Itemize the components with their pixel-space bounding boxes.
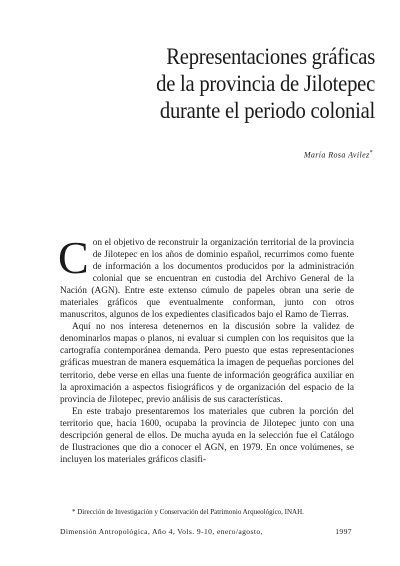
drop-cap: C bbox=[58, 232, 89, 283]
publication-year: 1997 bbox=[335, 527, 352, 536]
paragraph-1 bbox=[58, 232, 354, 321]
author-name: María Rosa Avilez bbox=[303, 150, 370, 160]
title-line-3: durante el periodo colonial bbox=[159, 98, 375, 124]
paragraph-2: Aquí no nos interesa detenernos en la discusión sobre la validez de denominarlos mapas o planos, ni evaluar si cumplen con los requisitos que la cartografía contemporánea demanda. Pero puesto que estas representaciones gráficas muestran de manera esquemática la imagen de pequeñas porciones del territorio, debe verse en ellas una fuente de información geográfica auxiliar en la aproximación a aspectos fisiográficos y de organización del espacio de la provincia de Jilotepec, previo análisis de sus características. bbox=[60, 322, 354, 405]
journal-citation: Dimensión Antropológica, Año 4, Vols. 9-10, enero/agosto, bbox=[60, 527, 263, 536]
author-line bbox=[304, 150, 373, 160]
author-footnote-mark: * bbox=[369, 150, 373, 156]
running-footer bbox=[60, 527, 352, 536]
article-title bbox=[93, 44, 375, 125]
footnote: * Dirección de Investigación y Conservación del Patrimonio Arqueológico, INAH. bbox=[72, 508, 304, 516]
title-line-1: Representaciones gráficas bbox=[166, 44, 375, 70]
paragraph-1-text: on el objetivo de reconstruir la organización territorial de la provincia de Jilotepec en los años de dominio español, recurrimos como fuente de información a los documentos producidos por la administración colonial que se encuentran en custodia del Archivo General de la Nación (AGN). Entre este extenso cúmulo de papeles obran una serie de materiales gráficos que eventualmente conforman, junto con otros manuscritos, algunos de los expedientes clasificados bajo el Ramo de Tierras. bbox=[60, 238, 354, 321]
title-line-2: de la provincia de Jilotepec bbox=[156, 71, 375, 97]
article-body bbox=[58, 232, 354, 466]
paragraph-3: En este trabajo presentaremos los materiales que cubren la porción del territorio que, hacia 1600, ocupaba la provincia de Jilotepec junto con una descripción general de ellos. De mucha ayuda en la selección fue el Catálogo de Ilustraciones que dio a conocer el AGN, en 1979. En once volúmenes, se incluyen los materiales gráficos clasifi- bbox=[60, 406, 354, 465]
